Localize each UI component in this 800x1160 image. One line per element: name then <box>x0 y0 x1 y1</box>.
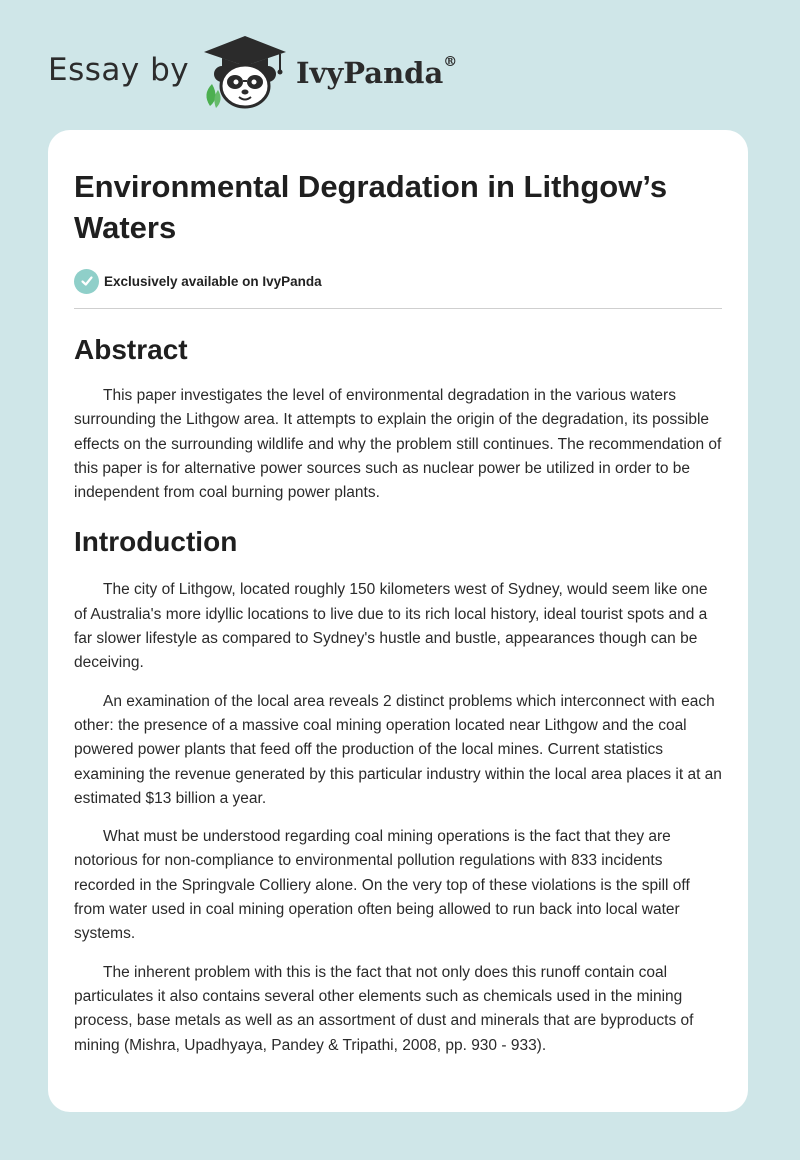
essay-card <box>48 130 748 1112</box>
panda-logo-icon[interactable] <box>200 34 290 110</box>
section-heading: Abstract <box>74 334 188 365</box>
section-introduction <box>74 525 722 1057</box>
paragraph: This paper investigates the level of environmental degradation in the various waters surrounding the Lithgow area. It attempts to explain the origin of the degradation, its possible effects on the surrounding wildlife and why the problem still continues. The recommendation of this paper is for alternative power sources such as nuclear power be utilized in order to be independent from coal burning power plants. <box>74 387 722 502</box>
site-header <box>48 34 548 114</box>
section-abstract <box>74 333 722 505</box>
brand-name: IvyPanda <box>296 56 444 90</box>
check-icon <box>74 269 99 294</box>
registered-mark: ® <box>443 54 458 70</box>
brand-logo-text[interactable] <box>296 56 457 90</box>
essay-title: Environmental Degradation in Lithgow’s Waters <box>74 169 668 245</box>
paragraph: The inherent problem with this is the fact that not only does this runoff contain coal particulates it also contains several other elements such as chemicals used in the mining process, base metals as well as an assortment of dust and minerals that are byproducts of mining (Mishra, Upadhyaya, Pandey & Tripathi, 2008, pp. 930 - 933). <box>74 963 694 1054</box>
paragraph: An examination of the local area reveals 2 distinct problems which interconnect with each other: the presence of a massive coal mining operation located near Lithgow and the coal powered power plants that feed off the production of the local mines. Current statistics examining the revenue generated by this particular industry within the local area places it at an estimated $13 billion a year. <box>74 692 722 807</box>
section-heading: Introduction <box>74 526 238 558</box>
title-divider <box>74 308 722 309</box>
paragraph: The city of Lithgow, located roughly 150 kilometers west of Sydney, would seem like one of Australia's more idyllic locations to live due to its rich local history, ideal tourist spots and a far slower lifestyle as compared to Sydney's hustle and bustle, appearances though can be deceiving. <box>74 581 708 672</box>
paragraph: What must be understood regarding coal mining operations is the fact that they are notorious for non-compliance to environmental pollution regulations with 833 incidents recorded in the Springvale Colliery alone. On the very top of these violations is the spill off from water used in coal mining operation often being allowed to run back into local water systems. <box>74 828 690 943</box>
essay-by-label: Essay by <box>48 52 190 88</box>
exclusive-badge-text: Exclusively available on IvyPanda <box>104 273 322 289</box>
exclusive-badge <box>74 268 722 294</box>
